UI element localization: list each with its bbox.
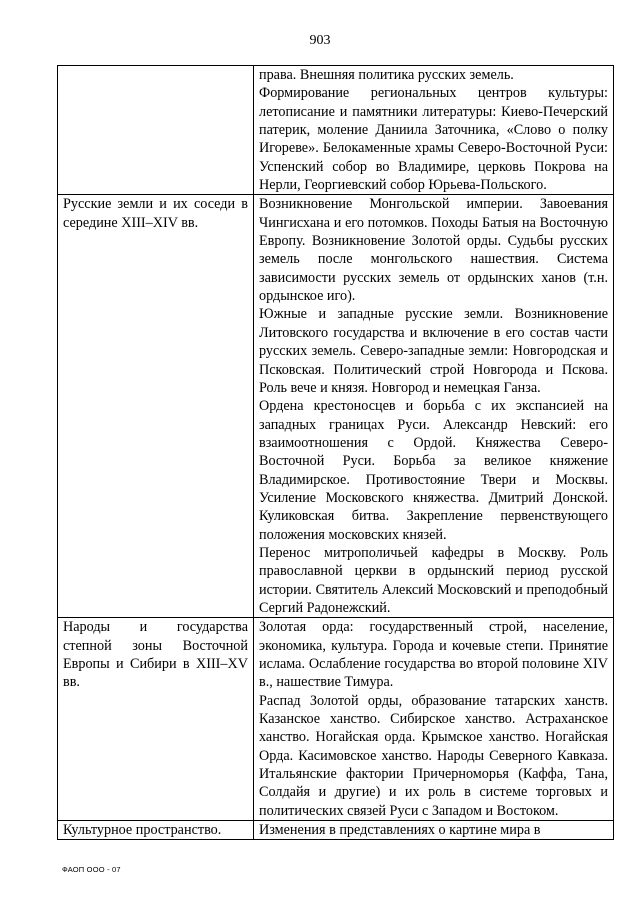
content-paragraph: Южные и западные русские земли. Возникновение Литовского государства и включение в его состав части русских земель. Северо-западные земли: Новгородская и Псковская. Политический строй Новгорода и Пскова. Роль вече и князя. Новгород и немецкая Ганза. [259, 306, 608, 396]
content-paragraph: Распад Золотой орды, образование татарских ханств. Казанское ханство. Сибирское ханство. Астраханское ханство. Ногайская орда. Крымское ханство. Ногайская Орда. Касимовское ханство. Народы Северного Кавказа. Итальянские фактории Причерноморья (Каффа, Тана, Солдайя и другие) и их роль в системе торговых и политических связей Руси с Западом и Востоком. [259, 692, 608, 819]
content-paragraph: Золотая орда: государственный строй, население, экономика, культура. Города и кочевые степи. Принятие ислама. Ослабление государства во второй половине XIV в., нашествие Тимура. [259, 619, 608, 691]
content-paragraph: Ордена крестоносцев и борьба с их экспансией на западных границах Руси. Александр Невский: его взаимоотношения с Ордой. Княжества Северо-Восточной Руси. Борьба за великое княжение Владимирское. Противостояние Твери и Москвы. Усиление Московского княжества. Дмитрий Донской. Куликовская битва. Закрепление первенствующего положения московских князей. [259, 398, 608, 543]
topic-cell: Русские земли и их соседи в середине XIII–XIV вв. [58, 195, 254, 618]
content-cell [254, 195, 614, 618]
table-row [58, 821, 614, 840]
content-paragraph: Возникновение Монгольской империи. Завоевания Чингисхана и его потомков. Походы Батыя на Восточную Европу. Возникновение Золотой орды. Судьбы русских земель после монгольского нашествия. Система зависимости русских земель от ордынских ханов (т.н. ордынское иго). [259, 196, 608, 305]
content-paragraph: Перенос митрополичьей кафедры в Москву. Роль православной церкви в ордынский период русской истории. Святитель Алексий Московский и преподобный Сергий Радонежский. [259, 544, 608, 616]
content-cell [254, 66, 614, 195]
footer-document-code: ФАОП ООО - 07 [62, 865, 121, 874]
topic-cell [58, 66, 254, 195]
table-row [58, 618, 614, 821]
content-cell [254, 618, 614, 821]
content-paragraph: Формирование региональных центров культуры: летописание и памятники литературы: Киево-Печерский патерик, моление Даниила Заточника, «Слово о полку Игореве». Белокаменные храмы Северо-Восточной Руси: Успенский собор во Владимире, церковь Покрова на Нерли, Георгиевский собор Юрьева-Польского. [259, 85, 608, 194]
content-paragraph: права. Внешняя политика русских земель. [259, 67, 514, 83]
table-row [58, 195, 614, 618]
content-cell [254, 821, 614, 840]
page-number: 903 [309, 33, 331, 48]
curriculum-table [57, 65, 614, 840]
topic-cell: Народы и государства степной зоны Восточной Европы и Сибири в XIII–XV вв. [58, 618, 254, 821]
content-paragraph: Изменения в представлениях о картине мира в [259, 822, 541, 839]
topic-cell: Культурное пространство. [58, 821, 254, 840]
table-row [58, 66, 614, 195]
